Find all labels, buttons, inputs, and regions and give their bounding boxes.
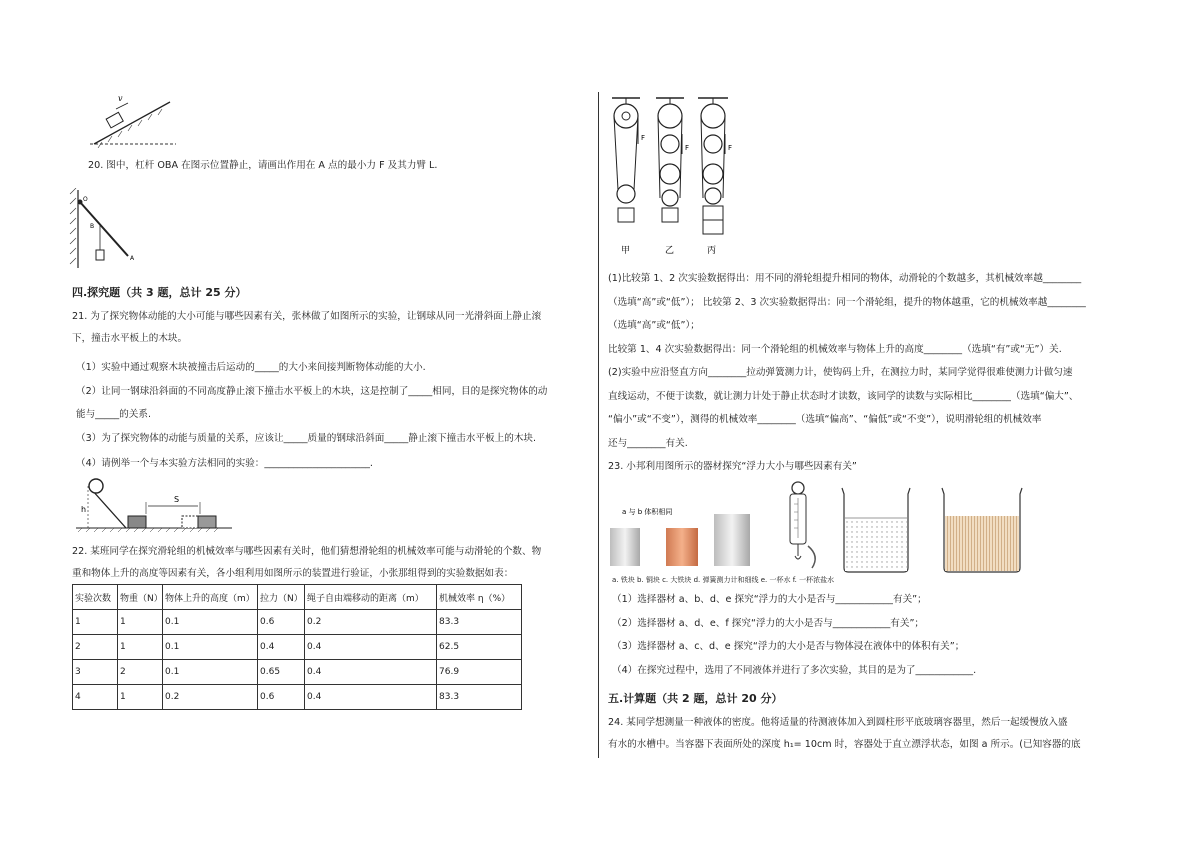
lever-figure	[68, 188, 138, 272]
table-row	[73, 610, 522, 635]
table-cell: 76.9	[437, 660, 522, 685]
table-cell: 4	[73, 685, 118, 710]
table-cell: 0.4	[258, 635, 305, 660]
velocity-label: v	[118, 94, 123, 103]
question-23-sub3: （3）选择器材 a、c、d、e 探究“浮力的大小是否与物体浸在液体中的体积有关”；	[612, 641, 965, 652]
table-cell: 0.6	[258, 610, 305, 635]
table-cell: 3	[73, 660, 118, 685]
table-header-row	[73, 585, 522, 610]
question-24-line1: 24. 某同学想测量一种液体的密度。他将适量的待测液体加入到圆柱形平底玻璃容器里，然后一起缓慢放入盛	[608, 717, 1068, 728]
distance-label: S	[174, 495, 180, 504]
table-cell: 2	[118, 660, 163, 685]
table-header-cell: 绳子自由端移动的距离（m）	[305, 585, 437, 610]
table-cell: 0.2	[163, 685, 258, 710]
q22-part1-line1: (1)比较第 1、2 次实验数据得出：用不同的滑轮组提升相同的物体，动滑轮的个数越多，其机械效率越________	[608, 273, 1082, 284]
copper-block	[666, 528, 698, 566]
question-20: 20. 图中，杠杆 OBA 在图示位置静止，请画出作用在 A 点的最小力 F 及其力臂 L.	[88, 160, 438, 171]
q22-part1-line2: （选填“高”或“低”）； 比较第 2、3 次实验数据得出：同一个滑轮组，提升的物体越重，它的机械效率越________	[608, 297, 1086, 308]
table-header-cell: 物重（N）	[118, 585, 163, 610]
table-cell: 62.5	[437, 635, 522, 660]
question-21-sub1: （1）实验中通过观察木块被撞击后运动的_____的大小来间接判断物体动能的大小.	[76, 362, 426, 373]
table-cell: 2	[73, 635, 118, 660]
table-cell: 0.1	[163, 635, 258, 660]
question-21-sub4: （4）请例举一个与本实验方法相同的实验：______________________.	[76, 458, 373, 469]
table-cell: 83.3	[437, 610, 522, 635]
q22-part2-line2: 直线运动，不便于读数，就让测力计处于静止状态时才读数，该同学的读数与实际相比________（选填“偏大”、	[608, 391, 1079, 402]
question-23-sub2: （2）选择器材 a、d、e、f 探究“浮力的大小是否与____________有关”；	[612, 618, 925, 629]
table-cell: 0.1	[163, 610, 258, 635]
svg-text:F: F	[685, 144, 690, 152]
q22-part2-line1: (2)实验中应沿竖直方向________拉动弹簧测力计，使钩码上升，在测拉力时，某同学觉得很难使测力计做匀速	[608, 367, 1073, 378]
table-header-cell: 机械效率 η（%）	[437, 585, 522, 610]
table-cell: 0.4	[305, 635, 437, 660]
q22-part2-line3: “偏小”或“不变”），测得的机械效率________（选填“偏高”、“偏低”或“不变”），说明滑轮组的机械效率	[608, 414, 1042, 425]
pulley-label-bing: 丙	[707, 246, 717, 256]
table-row	[73, 660, 522, 685]
height-label: h	[81, 505, 87, 514]
pulley-label-yi: 乙	[665, 246, 675, 256]
force-label: F	[641, 134, 646, 142]
iron-block	[610, 528, 640, 566]
section-5-heading: 五.计算题（共 2 题，总计 20 分）	[608, 692, 783, 705]
q22-part1-line4: 比较第 1、4 次实验数据得出：同一个滑轮组的机械效率与物体上升的高度________（选填“有”或“无”）关.	[608, 344, 1062, 355]
equipment-caption: a. 铁块 b. 铜块 c. 大铁块 d. 弹簧测力计和细线 e. 一杯水 f. 一杯浓盐水	[612, 576, 835, 584]
table-cell: 0.1	[163, 660, 258, 685]
question-21-sub3: （3）为了探究物体的动能与质量的关系，应该让_____质量的钢球沿斜面_____静止滚下撞击水平板上的木块.	[76, 433, 537, 444]
question-21-line1: 21. 为了探究物体动能的大小可能与哪些因素有关，张林做了如图所示的实验，让钢球从同一光滑斜面上静止滚	[72, 311, 542, 322]
table-row	[73, 635, 522, 660]
large-iron-block	[714, 514, 750, 566]
table-cell: 0.6	[258, 685, 305, 710]
q22-part2-line4: 还与________有关.	[608, 438, 688, 449]
ramp-ball-figure	[74, 474, 234, 534]
question-22-line1: 22. 某班同学在探究滑轮组的机械效率与哪些因素有关时，他们猜想滑轮组的机械效率可能与动滑轮的个数、物	[72, 546, 542, 557]
table-cell: 1	[73, 610, 118, 635]
table-cell: 0.4	[305, 685, 437, 710]
buoyancy-equipment-figure	[610, 480, 1030, 576]
table-cell: 83.3	[437, 685, 522, 710]
question-23-sub1: （1）选择器材 a、b、d、e 探究“浮力的大小是否与____________有关”；	[612, 594, 927, 605]
lever-label-b: B	[90, 223, 95, 230]
question-21-sub2a: （2）让同一钢球沿斜面的不同高度静止滚下撞击水平板上的木块，这是控制了_____相同，目的是探究物体的动	[76, 386, 548, 397]
lever-label-a: A	[130, 255, 135, 262]
table-cell: 1	[118, 685, 163, 710]
question-22-line2: 重和物体上升的高度等因素有关，各小组利用如图所示的装置进行验证，小张那组得到的实验数据如表：	[72, 568, 514, 579]
table-row	[73, 685, 522, 710]
lever-label-o: O	[83, 196, 88, 203]
svg-text:F: F	[728, 144, 733, 152]
question-23: 23. 小邦利用图所示的器材探究“浮力大小与哪些因素有关”	[608, 461, 857, 472]
table-cell: 1	[118, 635, 163, 660]
table-cell: 0.4	[305, 660, 437, 685]
q22-part1-line3: （选填“高”或“低”）；	[608, 320, 700, 331]
table-cell: 0.2	[305, 610, 437, 635]
table-cell: 0.65	[258, 660, 305, 685]
pulley-figures	[606, 94, 746, 256]
table-header-cell: 拉力（N）	[258, 585, 305, 610]
table-cell: 1	[118, 610, 163, 635]
column-divider	[598, 92, 599, 758]
question-21-line2: 下，撞击水平板上的木块。	[72, 333, 188, 344]
table-header-cell: 实验次数	[73, 585, 118, 610]
question-24-line2: 有水的水槽中。当容器下表面所处的深度 h₁= 10cm 时，容器处于直立漂浮状态，如图 a 所示。(已知容器的底	[608, 739, 1081, 750]
ab-volume-note: a 与 b 体积相同	[622, 508, 673, 516]
question-21-sub2b: 能与_____的关系.	[76, 409, 152, 420]
table-header-cell: 物体上升的高度（m）	[163, 585, 258, 610]
pulley-label-jia: 甲	[621, 246, 631, 256]
experiment-data-table	[72, 584, 522, 710]
question-23-sub4: （4）在探究过程中，选用了不同液体并进行了多次实验，其目的是为了____________.	[612, 665, 977, 676]
incline-figure	[88, 92, 178, 148]
section-4-heading: 四.探究题（共 3 题，总计 25 分）	[72, 286, 247, 299]
